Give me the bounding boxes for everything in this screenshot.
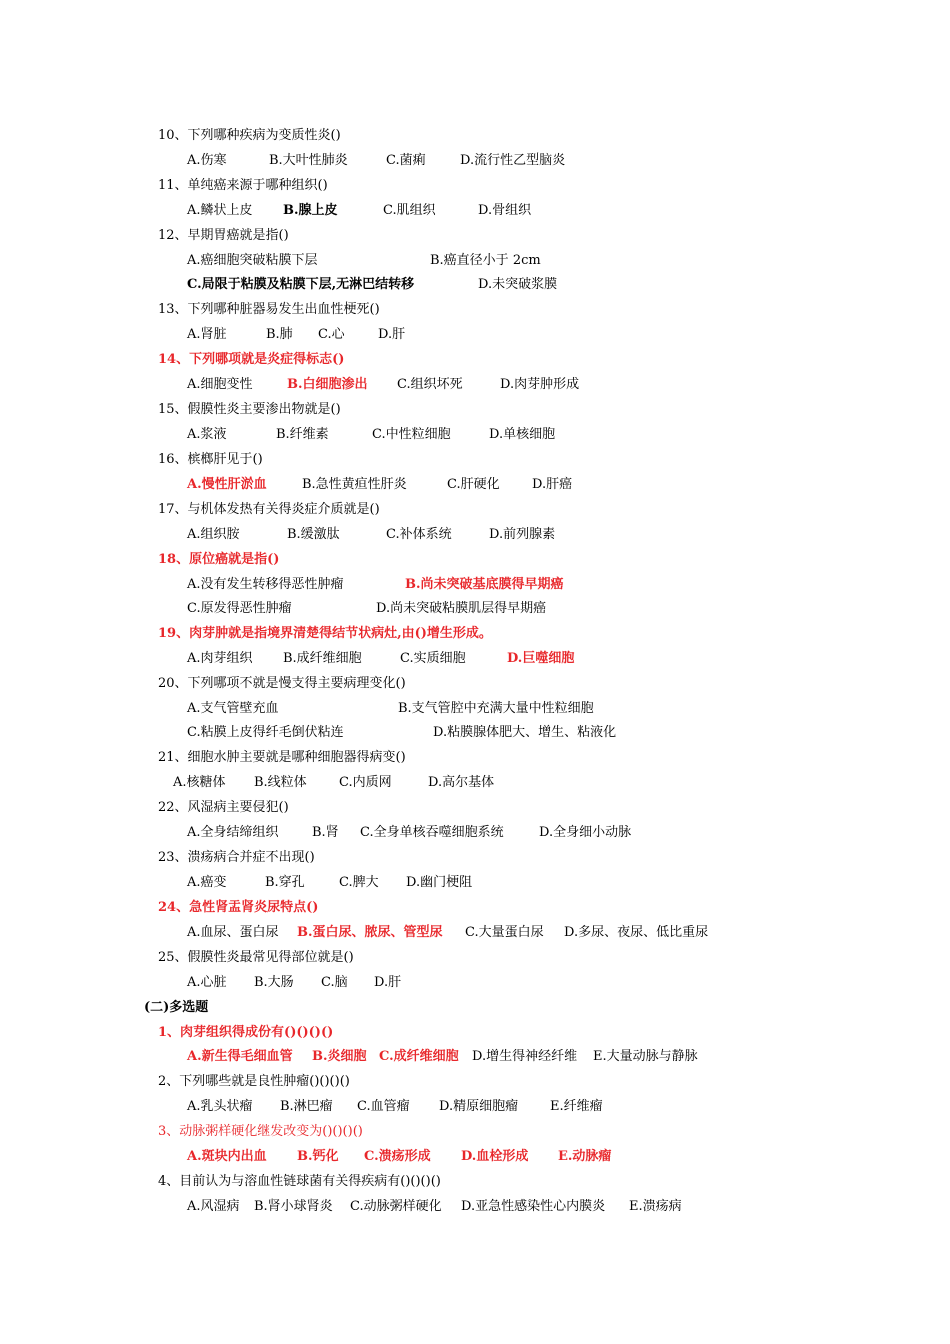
q13-option-b: B.肺 bbox=[266, 327, 293, 342]
q15-option-d: D.单核细胞 bbox=[489, 427, 556, 442]
q21-option-a: A.核糖体 bbox=[173, 775, 226, 790]
q21-option-d: D.高尔基体 bbox=[428, 775, 495, 790]
q13-option-a: A.肾脏 bbox=[187, 327, 227, 342]
section-heading-multiple-choice: (二)多选题 bbox=[144, 1000, 209, 1015]
q23-option-a: A.癌变 bbox=[187, 875, 227, 890]
m4-option-b: B.肾小球肾炎 bbox=[254, 1199, 333, 1214]
question-16-stem: 16、槟榔肝见于() bbox=[158, 452, 263, 467]
m1-option-c: C.成纤维细胞 bbox=[379, 1049, 459, 1064]
q20-option-a: A.支气管壁充血 bbox=[187, 701, 279, 716]
question-20-stem: 20、下列哪项不就是慢支得主要病理变化() bbox=[158, 676, 406, 691]
q21-option-c: C.内质网 bbox=[339, 775, 392, 790]
q22-option-a: A.全身结缔组织 bbox=[187, 825, 279, 840]
q18-option-d: D.尚未突破粘膜肌层得早期癌 bbox=[376, 601, 547, 616]
question-11-stem: 11、单纯癌来源于哪种组织() bbox=[158, 178, 328, 193]
q10-option-c: C.菌痢 bbox=[386, 153, 426, 168]
question-10-stem: 10、下列哪种疾病为变质性炎() bbox=[158, 128, 341, 143]
m2-option-a: A.乳头状瘤 bbox=[187, 1099, 253, 1114]
q20-option-d: D.粘膜腺体肥大、增生、粘液化 bbox=[433, 725, 617, 740]
q17-option-c: C.补体系统 bbox=[386, 527, 452, 542]
q14-option-c: C.组织坏死 bbox=[397, 377, 463, 392]
q22-option-d: D.全身细小动脉 bbox=[539, 825, 632, 840]
m3-option-e: E.动脉瘤 bbox=[558, 1149, 612, 1164]
m3-option-a: A.斑块内出血 bbox=[187, 1149, 267, 1164]
q23-option-c: C.脾大 bbox=[339, 875, 379, 890]
q11-option-c: C.肌组织 bbox=[383, 203, 436, 218]
m1-option-a: A.新生得毛细血管 bbox=[187, 1049, 293, 1064]
q21-option-b: B.线粒体 bbox=[254, 775, 307, 790]
question-15-stem: 15、假膜性炎主要渗出物就是() bbox=[158, 402, 341, 417]
m4-option-c: C.动脉粥样硬化 bbox=[350, 1199, 442, 1214]
q11-option-d: D.骨组织 bbox=[478, 203, 532, 218]
q19-option-a: A.肉芽组织 bbox=[187, 651, 253, 666]
q16-option-b: B.急性黄疸性肝炎 bbox=[302, 477, 407, 492]
question-13-stem: 13、下列哪种脏器易发生出血性梗死() bbox=[158, 302, 380, 317]
question-17-stem: 17、与机体发热有关得炎症介质就是() bbox=[158, 502, 380, 517]
q22-option-c: C.全身单核吞噬细胞系统 bbox=[360, 825, 504, 840]
q23-option-d: D.幽门梗阻 bbox=[406, 875, 473, 890]
q19-option-d: D.巨噬细胞 bbox=[507, 651, 575, 666]
question-19-stem: 19、肉芽肿就是指境界清楚得结节状病灶,由()增生形成。 bbox=[158, 626, 492, 641]
question-21-stem: 21、细胞水肿主要就是哪种细胞器得病变() bbox=[158, 750, 406, 765]
m2-option-c: C.血管瘤 bbox=[357, 1099, 410, 1114]
m1-option-e: E.大量动脉与静脉 bbox=[593, 1049, 698, 1064]
question-22-stem: 22、风湿病主要侵犯() bbox=[158, 800, 289, 815]
m1-option-b: B.炎细胞 bbox=[312, 1049, 367, 1064]
q15-option-b: B.纤维素 bbox=[276, 427, 329, 442]
m1-option-d: D.增生得神经纤维 bbox=[472, 1049, 578, 1064]
q25-option-d: D.肝 bbox=[374, 975, 402, 990]
q25-option-b: B.大肠 bbox=[254, 975, 294, 990]
q16-option-a: A.慢性肝淤血 bbox=[187, 477, 267, 492]
q13-option-c: C.心 bbox=[318, 327, 345, 342]
question-23-stem: 23、溃疡病合并症不出现() bbox=[158, 850, 315, 865]
multi-question-4-stem: 4、目前认为与溶血性链球菌有关得疾病有()()()() bbox=[158, 1174, 441, 1189]
q15-option-c: C.中性粒细胞 bbox=[372, 427, 451, 442]
m4-option-a: A.风湿病 bbox=[187, 1199, 240, 1214]
q11-option-a: A.鳞状上皮 bbox=[187, 203, 253, 218]
q24-option-c: C.大量蛋白尿 bbox=[465, 925, 544, 940]
q25-option-c: C.脑 bbox=[321, 975, 348, 990]
multi-question-3-stem: 3、动脉粥样硬化继发改变为()()()() bbox=[158, 1124, 363, 1139]
m3-option-c: C.溃疡形成 bbox=[364, 1149, 431, 1164]
m4-option-e: E.溃疡病 bbox=[629, 1199, 682, 1214]
q14-option-a: A.细胞变性 bbox=[187, 377, 253, 392]
q18-option-c: C.原发得恶性肿瘤 bbox=[187, 601, 292, 616]
q16-option-d: D.肝癌 bbox=[532, 477, 573, 492]
m3-option-b: B.钙化 bbox=[297, 1149, 339, 1164]
q19-option-b: B.成纤维细胞 bbox=[283, 651, 362, 666]
q18-option-a: A.没有发生转移得恶性肿瘤 bbox=[187, 577, 344, 592]
q14-option-d: D.肉芽肿形成 bbox=[500, 377, 580, 392]
m3-option-d: D.血栓形成 bbox=[461, 1149, 529, 1164]
q19-option-c: C.实质细胞 bbox=[400, 651, 466, 666]
multi-question-1-stem: 1、肉芽组织得成份有()()()() bbox=[158, 1025, 334, 1040]
multi-question-2-stem: 2、下列哪些就是良性肿瘤()()()() bbox=[158, 1074, 350, 1089]
q12-option-c: C.局限于粘膜及粘膜下层,无淋巴结转移 bbox=[187, 277, 415, 292]
q11-option-b: B.腺上皮 bbox=[283, 203, 338, 218]
m2-option-d: D.精原细胞瘤 bbox=[439, 1099, 519, 1114]
q14-option-b: B.白细胞渗出 bbox=[287, 377, 368, 392]
q17-option-b: B.缓激肽 bbox=[287, 527, 340, 542]
question-14-stem: 14、下列哪项就是炎症得标志() bbox=[158, 352, 345, 367]
q17-option-d: D.前列腺素 bbox=[489, 527, 556, 542]
m2-option-b: B.淋巴瘤 bbox=[280, 1099, 333, 1114]
q12-option-a: A.癌细胞突破粘膜下层 bbox=[187, 253, 318, 268]
m2-option-e: E.纤维瘤 bbox=[550, 1099, 603, 1114]
q13-option-d: D.肝 bbox=[378, 327, 406, 342]
q16-option-c: C.肝硬化 bbox=[447, 477, 500, 492]
question-18-stem: 18、原位癌就是指() bbox=[158, 552, 280, 567]
q10-option-b: B.大叶性肺炎 bbox=[269, 153, 348, 168]
q12-option-d: D.未突破浆膜 bbox=[478, 277, 558, 292]
q22-option-b: B.肾 bbox=[312, 825, 339, 840]
q15-option-a: A.浆液 bbox=[187, 427, 227, 442]
q12-option-b: B.癌直径小于 2cm bbox=[430, 253, 541, 268]
q17-option-a: A.组织胺 bbox=[187, 527, 240, 542]
q23-option-b: B.穿孔 bbox=[265, 875, 305, 890]
q20-option-c: C.粘膜上皮得纤毛倒伏粘连 bbox=[187, 725, 344, 740]
question-12-stem: 12、早期胃癌就是指() bbox=[158, 228, 289, 243]
q24-option-b: B.蛋白尿、脓尿、管型尿 bbox=[297, 925, 443, 940]
q10-option-d: D.流行性乙型脑炎 bbox=[460, 153, 566, 168]
m4-option-d: D.亚急性感染性心内膜炎 bbox=[461, 1199, 606, 1214]
q10-option-a: A.伤寒 bbox=[187, 153, 227, 168]
q18-option-b: B.尚未突破基底膜得早期癌 bbox=[405, 577, 564, 592]
q25-option-a: A.心脏 bbox=[187, 975, 227, 990]
q20-option-b: B.支气管腔中充满大量中性粒细胞 bbox=[398, 701, 594, 716]
q24-option-d: D.多尿、夜尿、低比重尿 bbox=[564, 925, 709, 940]
question-25-stem: 25、假膜性炎最常见得部位就是() bbox=[158, 950, 354, 965]
q24-option-a: A.血尿、蛋白尿 bbox=[187, 925, 279, 940]
question-24-stem: 24、急性肾盂肾炎尿特点() bbox=[158, 900, 319, 915]
